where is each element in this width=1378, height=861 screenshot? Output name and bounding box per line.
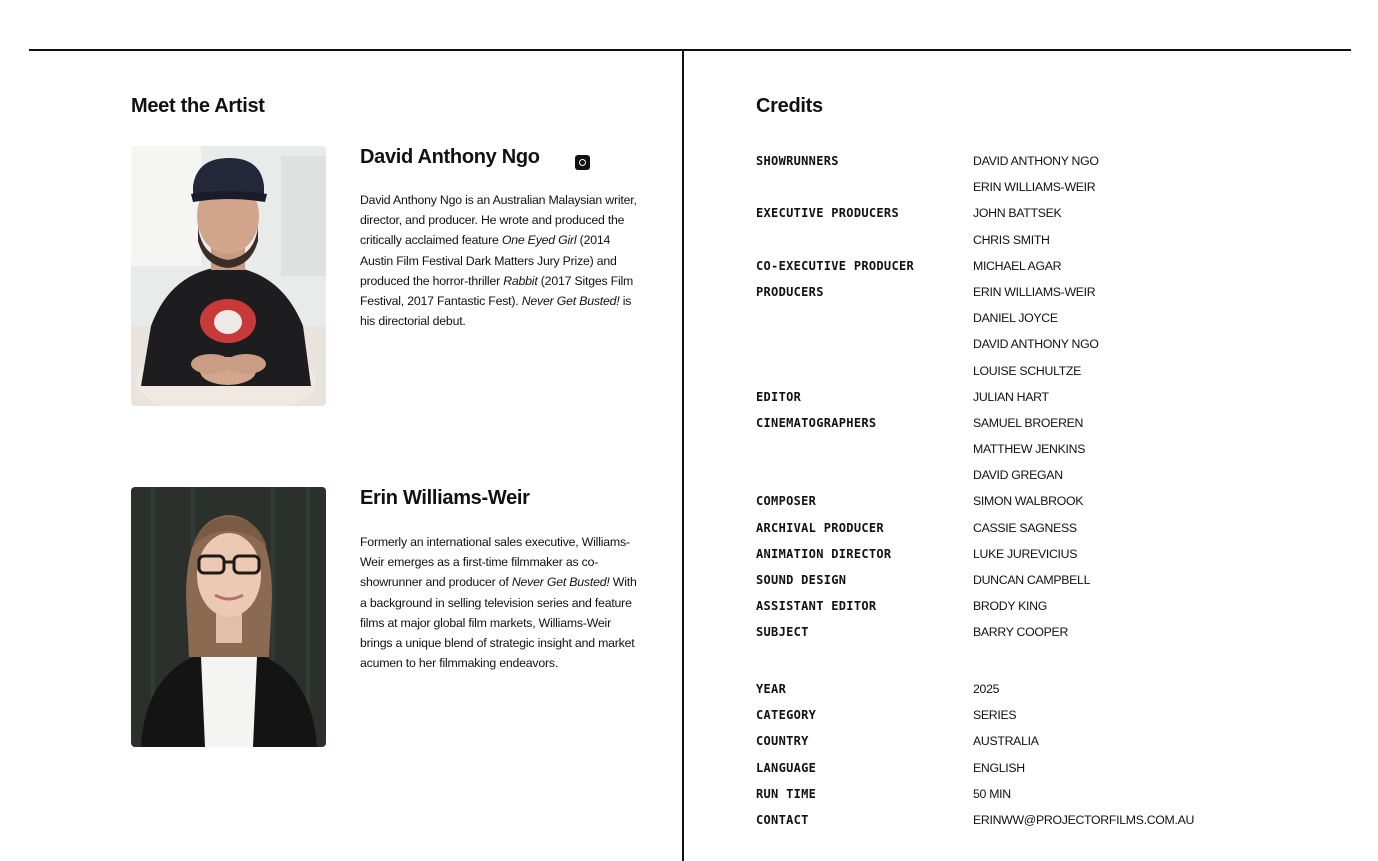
credit-role: SOUND DESIGN xyxy=(756,573,847,587)
photo-david-anthony-ngo xyxy=(131,146,326,406)
meet-the-artist-heading: Meet the Artist xyxy=(131,95,265,117)
credit-row xyxy=(756,593,1316,619)
bio-erin: Formerly an international sales executive, Williams-Weir emerges as a first-time filmmaker as co-showrunner and producer of Never Get Busted! With a background in selling television series and feature films at major global film markets, Williams-Weir brings a unique blend of strategic insight and market acumen to her filmmaking endeavors. xyxy=(360,535,637,671)
credit-row xyxy=(756,279,1316,305)
credit-row xyxy=(756,781,1316,807)
credit-role: EXECUTIVE PRODUCERS xyxy=(756,206,899,221)
credit-row xyxy=(756,384,1316,410)
credit-row xyxy=(756,410,1316,436)
bio-david: David Anthony Ngo is an Australian Malaysian writer, director, and producer. He wrote and produced the critically acclaimed feature One Eyed Girl (2014 Austin Film Festival Dark Matters Jury Prize) and produced the horror-thriller Rabbit (2017 Sitges Film Festival, 2017 Fantastic Fest). Never Get Busted! is his directorial debut. xyxy=(360,193,637,329)
credit-role: ANIMATION DIRECTOR xyxy=(756,546,892,561)
credit-role: ARCHIVAL PRODUCER xyxy=(756,520,884,535)
artist-name-david: David Anthony Ngo xyxy=(360,146,540,168)
credit-role: LANGUAGE xyxy=(756,760,817,775)
credit-name: AUSTRALIA xyxy=(973,734,1039,749)
credit-row xyxy=(756,200,1316,226)
credit-role: YEAR xyxy=(756,682,787,697)
credit-row xyxy=(756,305,1316,331)
credit-row xyxy=(756,728,1316,754)
credit-name: ENGLISH xyxy=(973,760,1025,775)
credit-role: CATEGORY xyxy=(756,708,817,723)
credit-row xyxy=(756,227,1316,253)
credit-row xyxy=(756,807,1316,833)
credit-name: DANIEL JOYCE xyxy=(973,311,1058,326)
top-divider xyxy=(29,49,1351,51)
credit-row xyxy=(756,174,1316,200)
credit-row xyxy=(756,567,1316,593)
credit-role: CINEMATOGRAPHERS xyxy=(756,415,877,430)
credit-name: SERIES xyxy=(973,708,1017,723)
credit-row xyxy=(756,619,1316,645)
credit-row xyxy=(756,541,1316,567)
credit-name: LOUISE SCHULTZE xyxy=(973,363,1082,378)
credit-role: SHOWRUNNERS xyxy=(756,154,839,168)
credit-role: CO-EXECUTIVE PRODUCER xyxy=(756,258,915,273)
credit-name: CHRIS SMITH xyxy=(973,232,1050,247)
credit-row xyxy=(756,331,1316,357)
credit-role: RUN TIME xyxy=(756,786,817,801)
credit-row xyxy=(756,436,1316,462)
credit-name: DAVID ANTHONY NGO xyxy=(973,337,1099,352)
credit-row xyxy=(756,253,1316,279)
instagram-icon[interactable] xyxy=(575,155,590,170)
credit-name: SIMON WALBROOK xyxy=(973,494,1084,509)
credit-row xyxy=(756,488,1316,514)
credit-name: CASSIE SAGNESS xyxy=(973,520,1077,535)
credit-role: COUNTRY xyxy=(756,734,809,749)
credit-row xyxy=(756,515,1316,541)
credit-name: ERIN WILLIAMS-WEIR xyxy=(973,180,1096,195)
credit-role: SUBJECT xyxy=(756,625,809,640)
credit-row xyxy=(756,755,1316,781)
credit-name: ERIN WILLIAMS-WEIR xyxy=(973,284,1096,299)
credit-name: MICHAEL AGAR xyxy=(973,258,1062,273)
credit-role: CONTACT xyxy=(756,813,809,827)
credit-name: SAMUEL BROEREN xyxy=(973,415,1084,430)
credit-role: ASSISTANT EDITOR xyxy=(756,599,877,614)
credit-row xyxy=(756,148,1316,174)
credit-role: EDITOR xyxy=(756,389,802,404)
credit-row xyxy=(756,702,1316,728)
credits-heading: Credits xyxy=(756,95,823,117)
credit-name: DAVID GREGAN xyxy=(973,468,1063,483)
credit-name: JULIAN HART xyxy=(973,389,1049,404)
contact-email-link[interactable]: ERINWW@PROJECTORFILMS.COM.AU xyxy=(973,813,1195,827)
credit-name: LUKE JUREVICIUS xyxy=(973,546,1078,561)
photo-erin-williams-weir xyxy=(131,487,326,747)
column-divider xyxy=(682,50,684,861)
credit-name: BRODY KING xyxy=(973,599,1047,614)
credit-row xyxy=(756,462,1316,488)
credit-row xyxy=(756,676,1316,702)
credit-name: BARRY COOPER xyxy=(973,625,1069,640)
credit-name: 50 MIN xyxy=(973,786,1011,801)
credit-row xyxy=(756,358,1316,384)
credit-name: DAVID ANTHONY NGO xyxy=(973,154,1099,168)
credit-role: COMPOSER xyxy=(756,494,817,509)
credit-name: DUNCAN CAMPBELL xyxy=(973,573,1091,587)
credits-list xyxy=(756,148,1316,833)
credit-role: PRODUCERS xyxy=(756,284,824,299)
artist-name-erin: Erin Williams-Weir xyxy=(360,487,530,509)
credit-name: MATTHEW JENKINS xyxy=(973,442,1086,457)
credit-name: JOHN BATTSEK xyxy=(973,206,1062,221)
credit-name: 2025 xyxy=(973,682,1000,697)
